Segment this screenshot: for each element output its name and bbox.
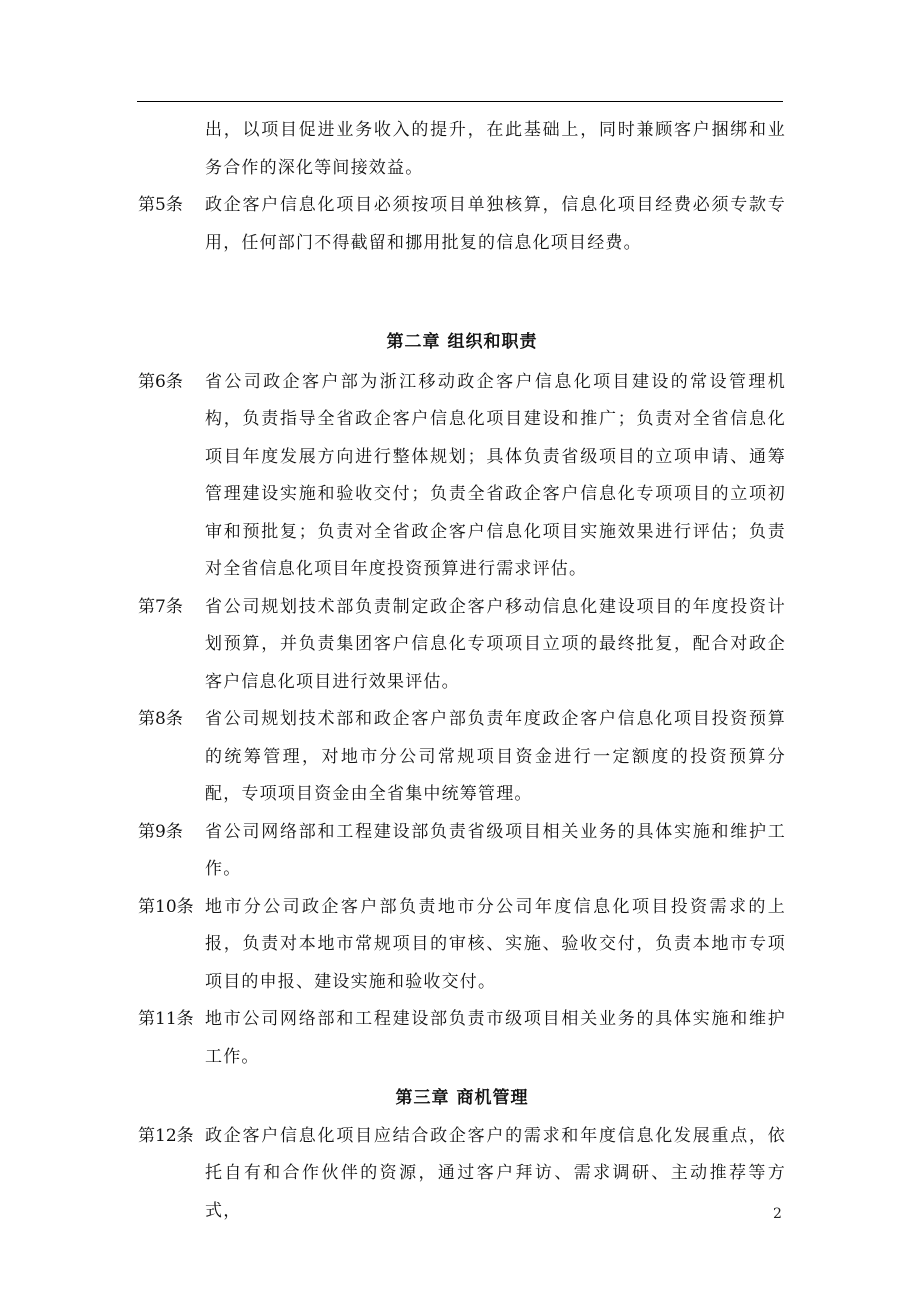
chapter-2-title: 第二章 组织和职责	[386, 332, 538, 352]
continuation-paragraph	[138, 112, 786, 187]
chapter-3-title: 第三章 商机管理	[395, 1088, 529, 1108]
article-6	[138, 364, 786, 589]
article-label: 第10条	[138, 896, 194, 917]
article-label: 第9条	[138, 821, 183, 842]
article-text: 省公司规划技术部和政企客户部负责年度政企客户信息化项目投资预算的统筹管理，对地市分公司常规项目资金进行一定额度的投资预算分配，专项项目资金由全省集中统筹管理。	[205, 709, 786, 804]
article-label: 第7条	[138, 596, 183, 617]
page-number: 2	[773, 1206, 782, 1222]
article-9	[138, 814, 786, 889]
article-label: 第5条	[138, 195, 183, 215]
header-rule	[137, 101, 783, 102]
article-text: 省公司网络部和工程建设部负责省级项目相关业务的具体实施和维护工作。	[205, 821, 786, 879]
article-text: 省公司规划技术部负责制定政企客户移动信息化建设项目的年度投资计划预算，并负责集团客户信息化专项项目立项的最终批复，配合对政企客户信息化项目进行效果评估。	[205, 596, 786, 692]
article-text: 地市分公司政企客户部负责地市分公司年度信息化项目投资需求的上报，负责对本地市常规项目的审核、实施、验收交付，负责本地市专项项目的申报、建设实施和验收交付。	[205, 896, 786, 992]
article-11	[138, 1001, 786, 1076]
paragraph-text: 出，以项目促进业务收入的提升，在此基础上，同时兼顾客户捆绑和业务合作的深化等间接效益。	[205, 120, 786, 178]
article-label: 第8条	[138, 709, 183, 729]
article-7	[138, 589, 786, 702]
article-8	[138, 701, 786, 814]
article-12	[138, 1118, 786, 1231]
article-label: 第12条	[138, 1125, 194, 1146]
article-text: 政企客户信息化项目应结合政企客户的需求和年度信息化发展重点，依托自有和合作伙伴的资源，通过客户拜访、需求调研、主动推荐等方式，	[205, 1125, 786, 1221]
article-text: 地市公司网络部和工程建设部负责市级项目相关业务的具体实施和维护工作。	[205, 1009, 786, 1067]
article-text: 政企客户信息化项目必须按项目单独核算，信息化项目经费必须专款专用，任何部门不得截留和挪用批复的信息化项目经费。	[205, 195, 786, 253]
article-text: 省公司政企客户部为浙江移动政企客户信息化项目建设的常设管理机构，负责指导全省政企客户信息化项目建设和推广；负责对全省信息化项目年度发展方向进行整体规划；具体负责省级项目的立项申请、通筹管理建设实施和验收交付；负责全省政企客户信息化专项项目的立项初审和预批复；负责对全省政企客户信息化项目实施效果进行评估；负责对全省信息化项目年度投资预算进行需求评估。	[205, 371, 786, 579]
article-label: 第6条	[138, 371, 183, 392]
article-label: 第11条	[138, 1009, 194, 1029]
article-5	[138, 187, 786, 262]
document-body	[138, 112, 786, 1230]
article-10	[138, 889, 786, 1002]
